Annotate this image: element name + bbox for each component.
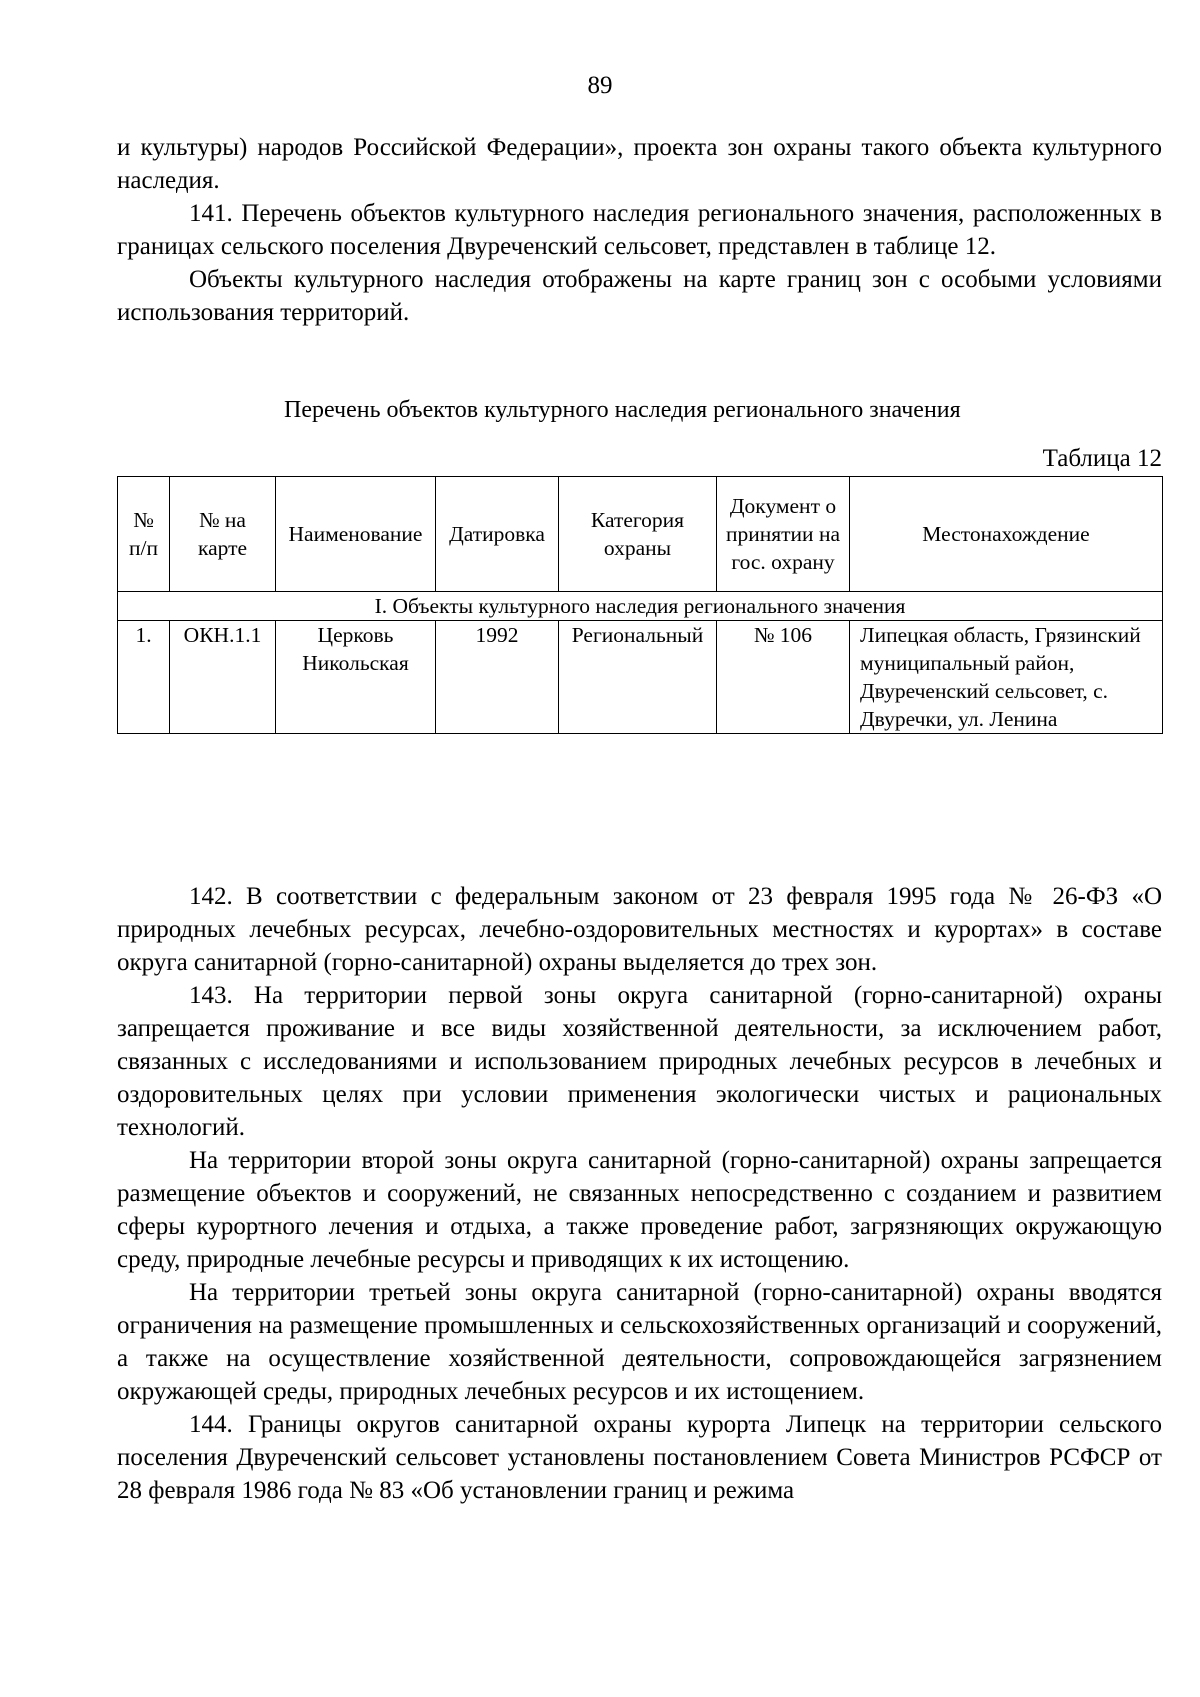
header-map-number: № на карте [170,477,276,592]
header-location: Местонахождение [850,477,1163,592]
intro-text [117,131,1162,329]
paragraph-144: 144. Границы округов санитарной охраны курорта Липецк на территории сельского поселения Двуреченский сельсовет установлены постановлением Совета Министров РСФСР от 28 февраля 1986 года № 83 «Об установлении границ и режима [117,1411,1162,1504]
paragraph-143: 143. На территории первой зоны округа санитарной (горно-санитарной) охраны запрещается проживание и все виды хозяйственной деятельности, за исключением работ, связанных с исследованиями и использованием природных лечебных ресурсов в лечебных и оздоровительных целях при условии применения экологически чистых и рациональных технологий. [117,982,1162,1141]
section-title: I. Объекты культурного наследия регионального значения [118,592,1163,621]
cell-dating: 1992 [436,621,559,734]
cell-map-number: ОКН.1.1 [170,621,276,734]
table-section-row [118,592,1163,621]
paragraph-141: 141. Перечень объектов культурного наследия регионального значения, расположенных в границах сельского поселения Двуреченский сельсовет, представлен в таблице 12. [117,200,1162,260]
header-name: Наименование [276,477,436,592]
paragraph-zone-2: На территории второй зоны округа санитарной (горно-санитарной) охраны запрещается размещение объектов и сооружений, не связанных непосредственно с созданием и развитием сферы курортного лечения и отдыха, а также проведение работ, загрязняющих окружающую среду, природные лечебные ресурсы и приводящих к их истощению. [117,1147,1162,1273]
table-title: Перечень объектов культурного наследия регионального значения [284,397,961,423]
cell-number: 1. [118,621,170,734]
header-category: Категория охраны [559,477,717,592]
header-number: № п/п [118,477,170,592]
table-header-row [118,477,1163,592]
paragraph-continuation: и культуры) народов Российской Федерации», проекта зон охраны такого объекта культурного наследия. [117,134,1162,194]
main-text [117,880,1162,1507]
paragraph-map-note: Объекты культурного наследия отображены на карте границ зон с особыми условиями использования территорий. [117,266,1162,326]
header-document: Документ о принятии на гос. охрану [717,477,850,592]
paragraph-zone-3: На территории третьей зоны округа санитарной (горно-санитарной) охраны вводятся ограничения на размещение промышленных и сельскохозяйственных организаций и сооружений, а также на осуществление хозяйственной деятельности, сопровождающейся загрязнением окружающей среды, природных лечебных ресурсов и их истощением. [117,1279,1162,1405]
page-number: 89 [587,72,613,99]
cell-name: Церковь Никольская [276,621,436,734]
header-dating: Датировка [436,477,559,592]
table-label: Таблица 12 [1042,445,1162,472]
cell-category: Региональный [559,621,717,734]
table-row [118,621,1163,734]
paragraph-142: 142. В соответствии с федеральным законом от 23 февраля 1995 года № 26-ФЗ «О природных лечебных ресурсах, лечебно-оздоровительных местностях и курортах» в составе округа санитарной (горно-санитарной) охраны выделяется до трех зон. [117,883,1162,976]
cell-document: № 106 [717,621,850,734]
cell-location: Липецкая область, Грязинский муниципальный район, Двуреченский сельсовет, с. Двуречки, ул. Ленина [850,621,1163,734]
heritage-table [117,476,1163,734]
